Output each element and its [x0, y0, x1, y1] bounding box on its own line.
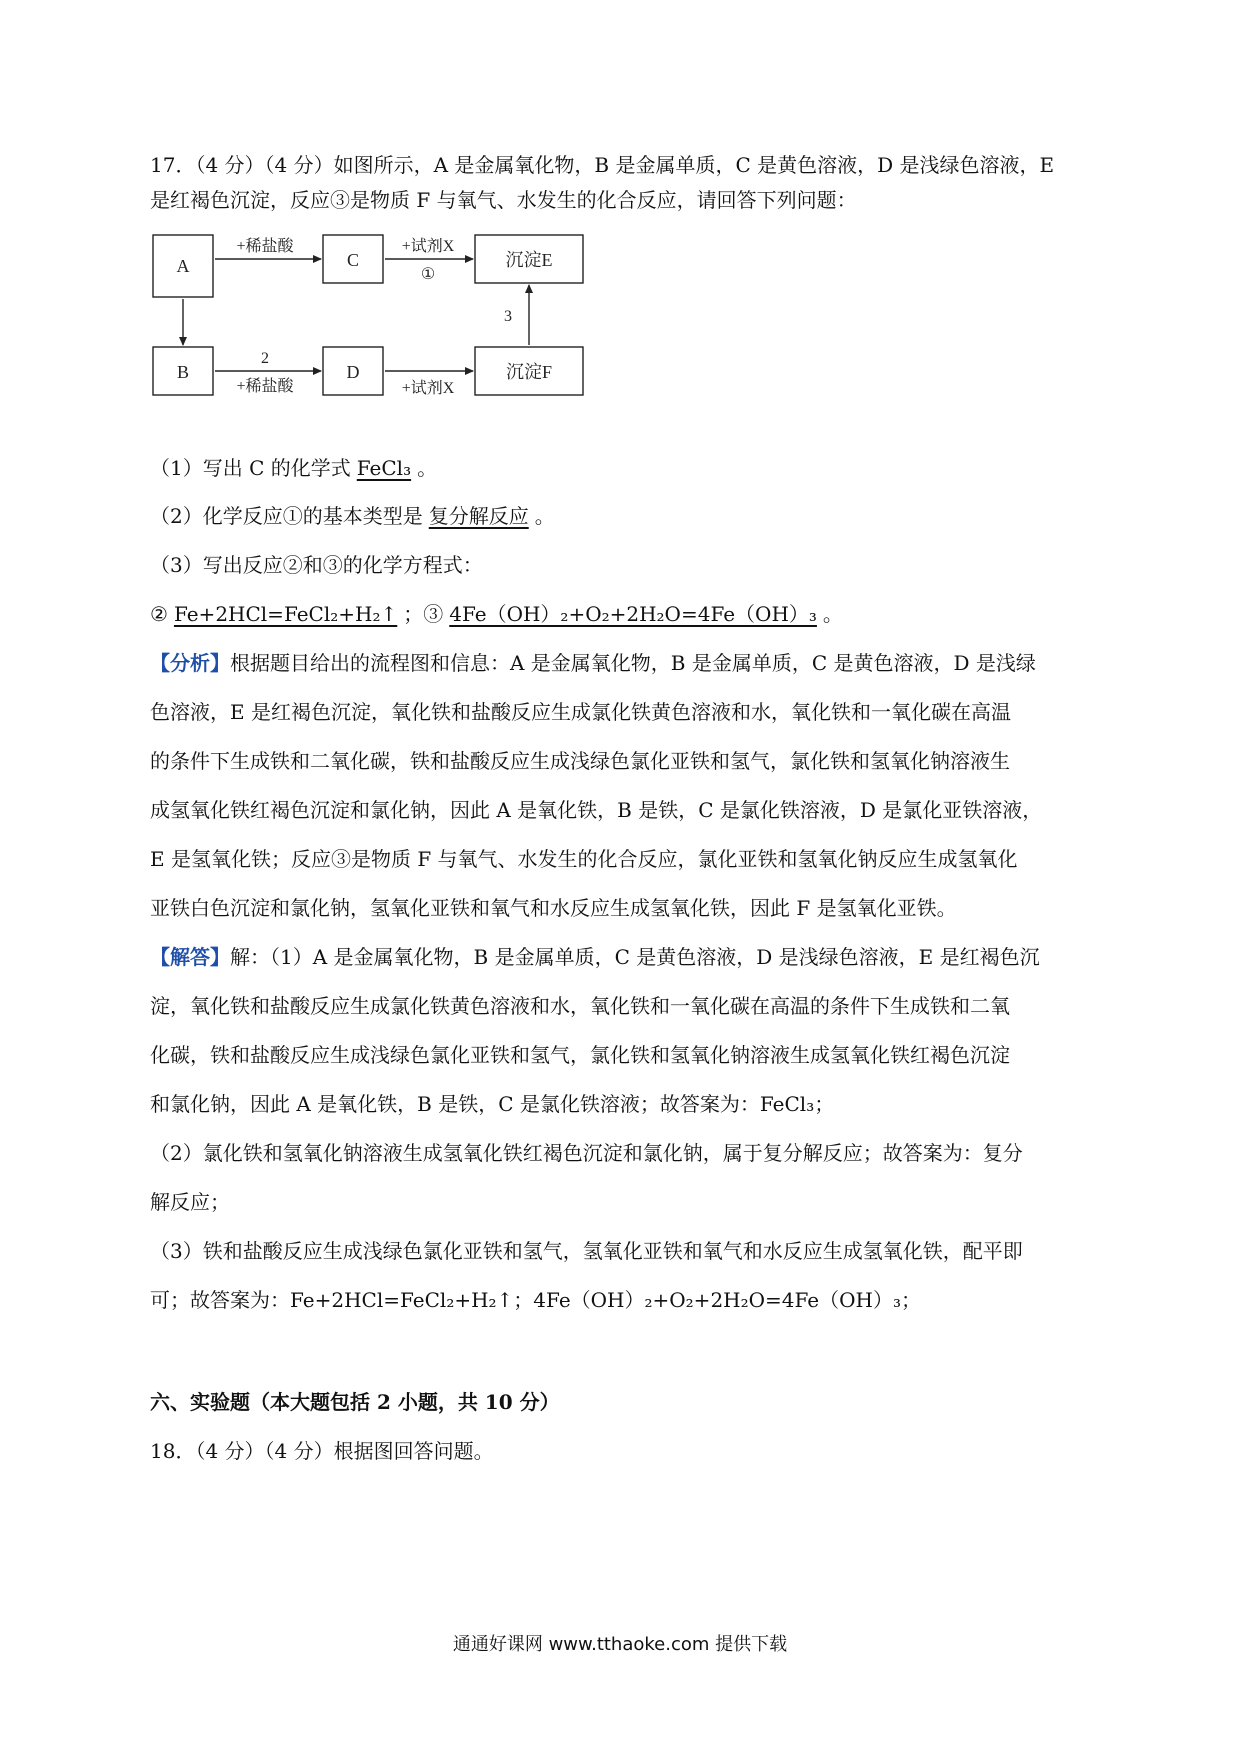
q17-part-2-end: 。: [534, 504, 555, 528]
q17-part-3-equations: [150, 601, 1100, 627]
analysis-line-4: 成氢氧化铁红褐色沉淀和氯化钠，因此 A 是氧化铁，B 是铁，C 是氯化铁溶液，D 是氯化亚铁溶液，: [150, 798, 1043, 822]
equation-3-label: ；③: [403, 602, 444, 626]
q17-part-2-prompt: （2）化学反应①的基本类型是: [150, 504, 423, 528]
analysis-line-3: 的条件下生成铁和二氧化碳，铁和盐酸反应生成浅绿色氯化亚铁和氢气，氯化铁和氢氧化钠溶液生: [150, 749, 1010, 773]
arrow-b-d-label: +稀盐酸: [236, 378, 294, 395]
solution-text-1: 解：（1）A 是金属氧化物，B 是金属单质，C 是黄色溶液，D 是浅绿色溶液，E 是红褐色沉: [230, 945, 1040, 969]
flow-diagram: [150, 225, 650, 430]
box-d-label: D: [346, 362, 360, 382]
arrow-c-e-number: ①: [420, 266, 436, 283]
equation-2-label: ②: [150, 602, 168, 626]
q17-stem-line-1: 17．（4 分）（4 分）如图所示，A 是金属氧化物，B 是金属单质，C 是黄色溶液，D 是浅绿色溶液，E: [150, 153, 1055, 177]
arrow-a-c-label: +稀盐酸: [236, 238, 294, 255]
solution-line-2: 淀，氧化铁和盐酸反应生成氯化铁黄色溶液和水，氧化铁和一氧化碳在高温的条件下生成铁和二氧: [150, 994, 1010, 1018]
solution-line-4: 和氯化钠，因此 A 是氧化铁，B 是铁，C 是氯化铁溶液；故答案为：FeCl₃；: [150, 1092, 835, 1116]
arrow-d-f-label: +试剂X: [401, 380, 455, 397]
box-f-label: 沉淀F: [505, 362, 553, 382]
box-e-label: 沉淀E: [505, 250, 553, 270]
equation-2-answer: Fe+2HCl=FeCl₂+H₂↑: [173, 602, 398, 626]
q17-stem-line-2: 是红褐色沉淀，反应③是物质 F 与氧气、水发生的化合反应，请回答下列问题：: [150, 188, 857, 212]
solution-line-7: （3）铁和盐酸反应生成浅绿色氯化亚铁和氢气，氢氧化亚铁和氧气和水反应生成氢氧化铁，配平即: [150, 1239, 1023, 1263]
section-6-heading: 六、实验题（本大题包括 2 小题，共 10 分）: [150, 1390, 560, 1414]
solution-line-8: 可；故答案为：Fe+2HCl=FeCl₂+H₂↑；4Fe（OH）₂+O₂+2H₂O=4Fe（OH）₃；: [150, 1288, 921, 1312]
analysis-line-5: E 是氢氧化铁；反应③是物质 F 与氧气、水发生的化合反应，氯化亚铁和氢氧化钠反应生成氢氧化: [150, 847, 1018, 871]
solution-line-6: 解反应；: [150, 1190, 230, 1214]
analysis-line-6: 亚铁白色沉淀和氯化钠，氢氧化亚铁和氧气和水反应生成氢氧化铁，因此 F 是氢氧化亚铁。: [150, 896, 957, 920]
box-b-label: B: [176, 362, 190, 382]
q17-part-2: [150, 503, 1100, 529]
box-a-label: A: [176, 256, 190, 276]
solution-line-3: 化碳，铁和盐酸反应生成浅绿色氯化亚铁和氢气，氯化铁和氢氧化钠溶液生成氢氧化铁红褐色沉淀: [150, 1043, 1010, 1067]
analysis-tag: 【分析】: [150, 651, 230, 675]
q17-part-1-answer: FeCl₃: [356, 456, 412, 480]
q17-part-3: （3）写出反应②和③的化学方程式：: [150, 553, 483, 577]
q17-part-2-answer: 复分解反应: [428, 504, 529, 528]
analysis-line-2: 色溶液，E 是红褐色沉淀，氧化铁和盐酸反应生成氯化铁黄色溶液和水，氧化铁和一氧化碳在高温: [150, 700, 1011, 724]
solution-tag: 【解答】: [150, 945, 230, 969]
analysis-text-1: 根据题目给出的流程图和信息：A 是金属氧化物，B 是金属单质，C 是黄色溶液，D 是浅绿: [230, 651, 1036, 675]
equations-end: 。: [822, 602, 843, 626]
analysis-line-1: [150, 650, 1100, 676]
arrow-c-e-label: +试剂X: [401, 238, 455, 255]
q18-stem: 18．（4 分）（4 分）根据图回答问题。: [150, 1439, 494, 1463]
box-c-label: C: [346, 250, 360, 270]
equation-3-answer: 4Fe（OH）₂+O₂+2H₂O=4Fe（OH）₃: [449, 602, 817, 626]
q17-part-1-end: 。: [417, 456, 438, 480]
q17-part-1: [150, 455, 1100, 481]
solution-line-1: [150, 944, 1100, 970]
arrow-f-e-number: 3: [504, 308, 512, 325]
q17-part-1-prompt: （1）写出 C 的化学式: [150, 456, 351, 480]
solution-line-5: （2）氯化铁和氢氧化钠溶液生成氢氧化铁红褐色沉淀和氯化钠，属于复分解反应；故答案为：复分: [150, 1141, 1023, 1165]
arrow-b-d-number: 2: [261, 350, 269, 367]
page-footer: 通通好课网 www.tthaoke.com 提供下载: [452, 1634, 788, 1655]
